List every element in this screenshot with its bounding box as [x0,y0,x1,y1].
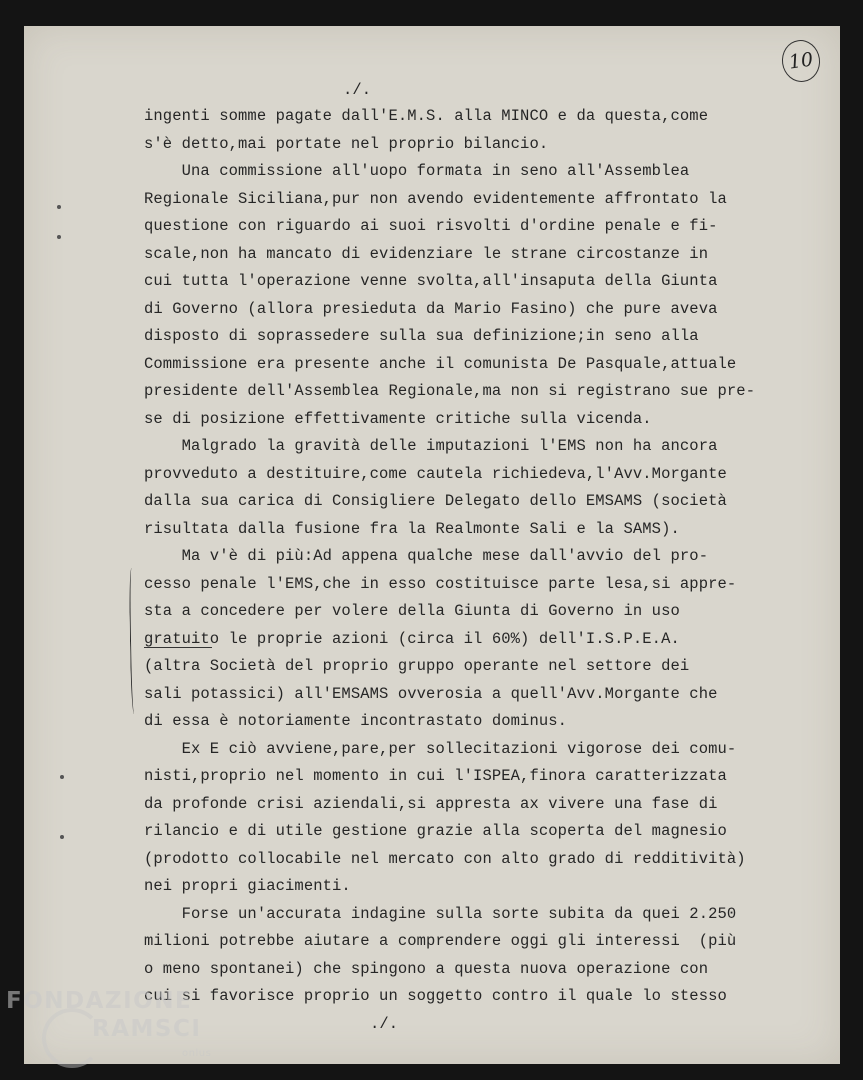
typed-line: dalla sua carica di Consigliere Delegato dello EMSAMS (società [144,492,727,510]
typed-line: ingenti somme pagate dall'E.M.S. alla MINCO e da questa,come [144,107,709,125]
typed-line: Ma v'è di più:Ad appena qualche mese dall'avvio del pro- [144,547,709,565]
typed-line: Regionale Siciliana,pur non avendo evidentemente affrontato la [144,189,727,208]
binder-hole-mark [57,205,61,209]
continuation-mark-bottom: ./. [370,1015,399,1033]
typed-line: Malgrado la gravità delle imputazioni l'EMS non ha ancora [144,437,718,455]
typed-line: scale,non ha mancato di evidenziare le strane circostanze in [144,244,709,263]
typed-line: Una commissione all'uopo formata in seno all'Assemblea [144,162,690,180]
watermark-line1: FONDAZIONE [6,988,193,1014]
continuation-mark-top: ./. [343,81,372,99]
typed-line: Forse un'accurata indagine sulla sorte subita da quei 2.250 [144,904,737,923]
typed-line: presidente dell'Assemblea Regionale,ma non si registrano sue pre- [144,382,756,400]
typed-line: nisti,proprio nel momento in cui l'ISPEA,finora caratterizzata [144,767,727,785]
typed-line: (prodotto collocabile nel mercato con alto grado di redditività) [144,849,746,868]
typed-line: nei propri giacimenti. [144,877,351,895]
typed-line: (altra Società del proprio gruppo operante nel settore dei [144,657,690,675]
binder-hole-mark [57,235,61,239]
typed-line: sta a concedere per volere della Giunta di Governo in uso [144,602,680,620]
typed-line: cui tutta l'operazione venne svolta,all'insaputa della Giunta [144,272,718,290]
typed-line: provveduto a destituire,come cautela richiedeva,l'Avv.Morgante [144,464,727,483]
typed-line: di Governo (allora presieduta da Mario Fasino) che pure aveva [144,299,718,318]
typed-line: disposto di soprassedere sulla sua definizione;in seno alla [144,327,699,345]
typed-line: Ex E ciò avviene,pare,per sollecitazioni vigorose dei comu- [144,739,737,758]
typed-line: s'è detto,mai portate nel proprio bilancio. [144,134,549,153]
typed-line: gratuito le proprie azioni (circa il 60%) dell'I.S.P.E.A. [144,629,680,648]
underline-gratuito [144,647,212,648]
typed-line: milioni potrebbe aiutare a comprendere oggi gli interessi (più [144,932,737,950]
watermark-tag: onlus [182,1048,212,1059]
typed-line: cesso penale l'EMS,che in esso costituisce parte lesa,si appre- [144,574,737,593]
typed-line: rilancio e di utile gestione grazie alla scoperta del magnesio [144,822,727,840]
typed-line: risultata dalla fusione fra la Realmonte Sali e la SAMS). [144,519,680,538]
binder-hole-mark [60,835,64,839]
page-number-text: 10 [787,48,815,74]
typed-line: sali potassici) all'EMSAMS ovverosia a quell'Avv.Morgante che [144,684,718,703]
typed-line: se di posizione effettivamente critiche sulla vicenda. [144,409,652,428]
typed-line: Commissione era presente anche il comunista De Pasquale,attuale [144,354,737,373]
typed-line: questione con riguardo ai suoi risvolti d'ordine penale e fi- [144,217,718,235]
binder-hole-mark [60,775,64,779]
typed-line: cui si favorisce proprio un soggetto contro il quale lo stesso [144,987,727,1005]
watermark-line2: RAMSCI [92,1016,202,1042]
typed-line: di essa è notoriamente incontrastato dominus. [144,712,568,730]
typed-body-text [144,103,755,1011]
typed-line: da profonde crisi aziendali,si appresta ax vivere una fase di [144,794,718,813]
typed-line: o meno spontanei) che spingono a questa nuova operazione con [144,959,709,978]
